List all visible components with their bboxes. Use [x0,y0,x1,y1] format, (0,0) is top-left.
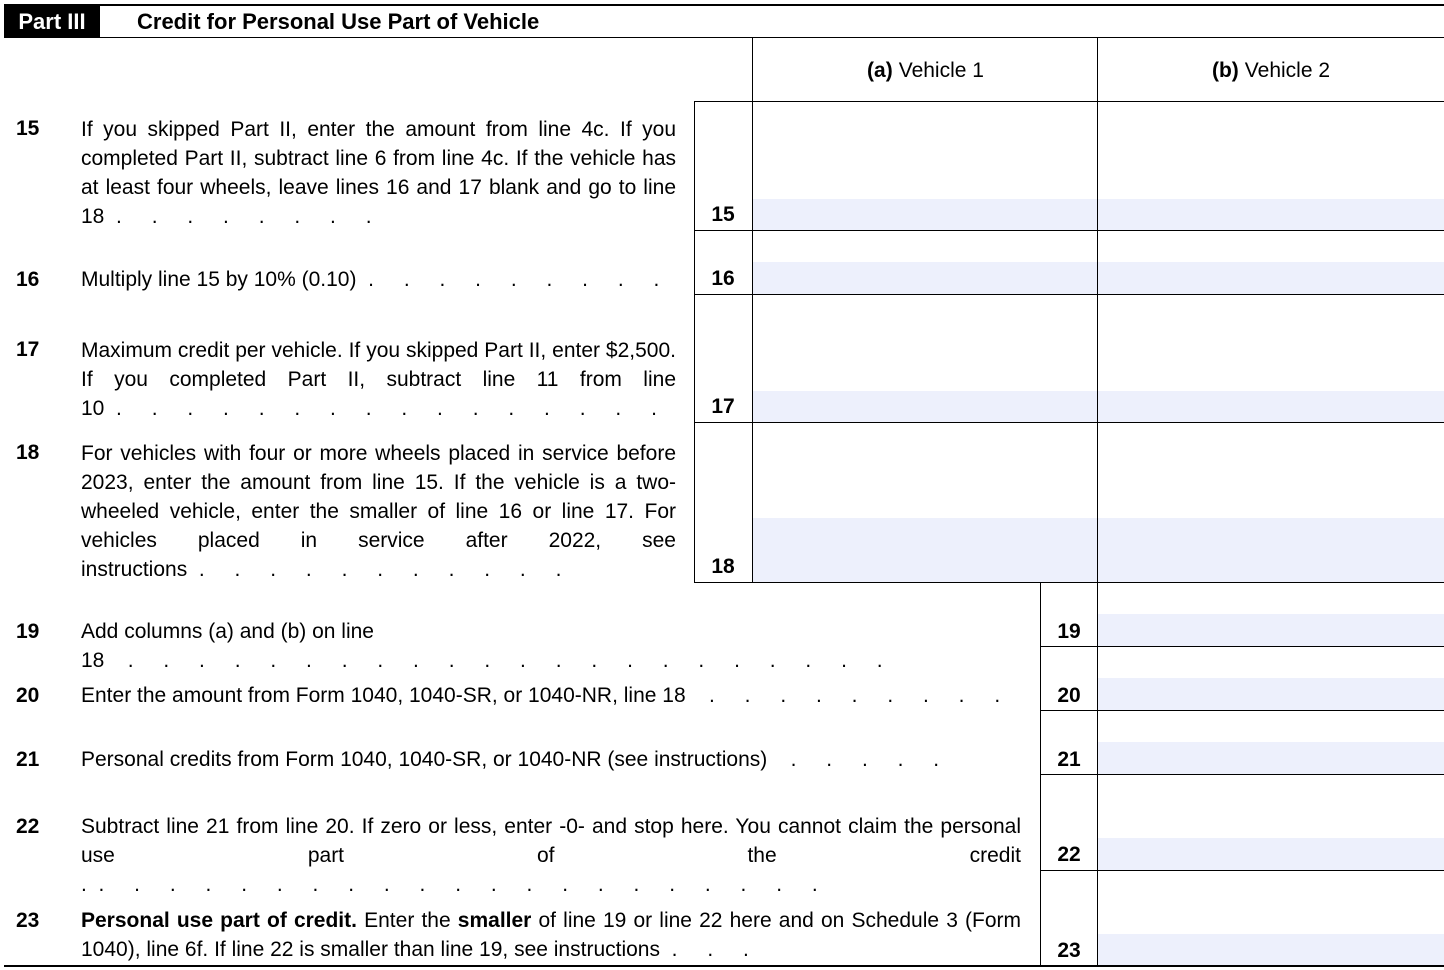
line-box-label: 21 [1057,748,1081,771]
line-18-vehicle-1-input[interactable] [753,518,1097,582]
line-18-text: For vehicles with four or more wheels placed in service before 2023, enter the amount from line 15. If the vehicle is a two-wheeled vehicle, enter the smaller of line 16 or line 17. For vehicles placed in service after 2022, see instructions . . . . . . . . . . . [81,442,676,581]
line-17-vehicle-2-input[interactable] [1098,391,1444,422]
line-16-vehicle-1-input[interactable] [753,262,1097,294]
line-20-input[interactable] [1098,678,1444,710]
line-16-text: Multiply line 15 by 10% (0.10) . . . . . . . . . [81,268,672,291]
column-letter: (b) [1211,59,1239,82]
line-box-label: 20 [1057,684,1081,707]
line-22-input[interactable] [1098,838,1444,870]
grid-divider [1040,646,1444,647]
line-box-label: 16 [711,267,735,290]
grid-divider [1040,870,1444,871]
line-number: 17 [16,338,40,361]
line-15-vehicle-1-input[interactable] [753,199,1097,230]
line-box-label: 22 [1057,843,1081,866]
line-box-label: 17 [711,395,735,418]
line-box-label: 18 [711,555,735,578]
line-19-text: Add columns (a) and (b) on line 18 . . . . . . . . . . . . . . . . . . . . . . [81,620,895,672]
column-letter: (a) [867,59,893,82]
column-label: Vehicle 2 [1244,59,1331,82]
line-15-text: If you skipped Part II, enter the amount from line 4c. If you completed Part II, subtract line 6 from line 4c. If the vehicle has at least four wheels, leave lines 16 and 17 blank and go to line 18 . . . . . . . . [81,118,676,228]
line-21-input[interactable] [1098,742,1444,774]
line-23-text: Personal use part of credit. Enter the smaller of line 19 or line 22 here and on Schedule 3 (Form 1040), line 6f. If line 22 is smaller than line 19, see instructions . . . [81,909,1021,961]
column-header-vehicle-2 [1098,38,1444,102]
line-16-vehicle-2-input[interactable] [1098,262,1444,294]
line-17-text: Maximum credit per vehicle. If you skipped Part II, enter $2,500. If you completed Part II, subtract line 11 from line 10 . . . . . . . . . . . . . . . . [81,339,676,420]
column-label: Vehicle 1 [898,59,984,82]
line-number: 21 [16,748,40,771]
line-number: 23 [16,909,40,932]
line-number: 19 [16,620,40,643]
line-23-input[interactable] [1098,934,1444,965]
line-box-label: 19 [1057,620,1081,643]
column-header-vehicle-1 [753,38,1098,102]
grid-divider [694,230,1444,231]
line-22-text: Subtract line 21 from line 20. If zero or less, enter -0- and stop here. You cannot claim the personal use part of the credit . . . . . . . . . . . . . . . . . . . . . . [81,815,1021,896]
line-number: 18 [16,441,40,464]
grid-divider [694,422,1444,423]
line-19-input[interactable] [1098,614,1444,646]
line-21-text: Personal credits from Form 1040, 1040-SR, or 1040-NR (see instructions) . . . . . [81,748,952,771]
grid-divider [694,101,1444,102]
grid-divider [1097,38,1098,583]
part-title: Credit for Personal Use Part of Vehicle [137,9,540,34]
line-number: 22 [16,815,40,838]
grid-divider [694,582,1444,583]
grid-divider [694,101,695,583]
grid-divider [694,294,1444,295]
grid-divider [752,101,753,583]
bottom-rule [4,965,1444,967]
grid-divider [1040,710,1444,711]
grid-divider [1040,774,1444,775]
line-box-label: 15 [711,203,735,226]
line-number: 16 [16,268,40,291]
line-number: 20 [16,684,40,707]
line-number: 15 [16,117,40,140]
part-badge: Part III [4,4,100,38]
line-18-vehicle-2-input[interactable] [1098,518,1444,582]
line-17-vehicle-1-input[interactable] [753,391,1097,422]
line-20-text: Enter the amount from Form 1040, 1040-SR, or 1040-NR, line 18 . . . . . . . . . [81,684,1013,707]
grid-divider [752,38,753,102]
line-box-label: 23 [1057,939,1081,962]
line-15-vehicle-2-input[interactable] [1098,199,1444,230]
